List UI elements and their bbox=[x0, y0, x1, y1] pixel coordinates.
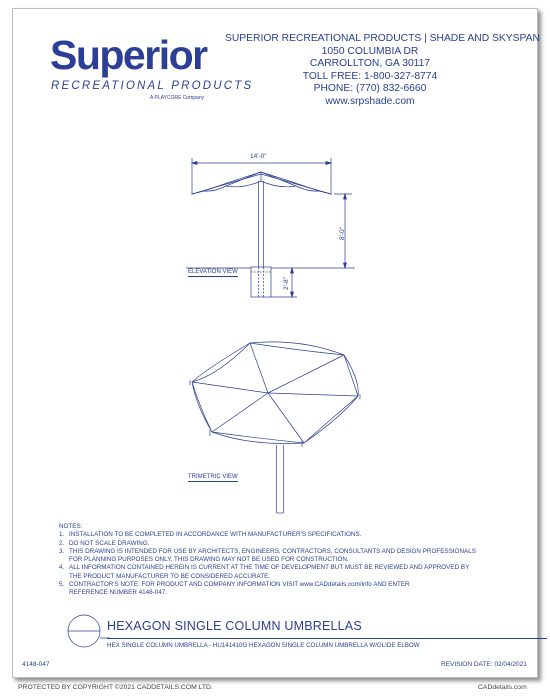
phone: PHONE: (770) 832-6660 bbox=[313, 83, 427, 95]
revision-date: REVISION DATE: 02/04/2021 bbox=[441, 661, 527, 668]
trimetric-view-label: TRIMETRIC VIEW bbox=[188, 474, 238, 480]
reference-number: 4148-047 bbox=[22, 661, 50, 668]
note-item-continuation: THE PRODUCT MANUFACTURER TO BE CONSIDERED ACCURATE. bbox=[69, 572, 271, 580]
title-block-circle bbox=[60, 614, 110, 650]
copyright-notice: PROTECTED BY COPYRIGHT ©2021 CADDETAILS.COM LTD. bbox=[18, 684, 213, 691]
drawing-subtitle: HEX SINGLE COLUMN UMBRELLA - HU141410G HEXAGON SINGLE COLUMN UMBRELLA W/GLIDE ELBOW bbox=[107, 642, 420, 649]
elevation-view-label: ELEVATION VIEW bbox=[188, 269, 238, 275]
address-line-2: CARROLLTON, GA 30117 bbox=[309, 58, 431, 70]
note-item: 4. ALL INFORMATION CONTAINED HEREIN IS CURRENT AT THE TIME OF DEVELOPMENT BUT MUST BE REVIEWED AND APPROVED BY bbox=[59, 564, 470, 572]
drawing-title: HEXAGON SINGLE COLUMN UMBRELLAS bbox=[107, 619, 362, 633]
address-line-1: 1050 COLUMBIA DR bbox=[321, 45, 419, 57]
note-item-continuation: FOR PLANNING PURPOSES ONLY. THIS DRAWING MAY NOT BE USED FOR CONSTRUCTION. bbox=[69, 556, 349, 564]
notes-block bbox=[59, 523, 476, 598]
note-item: 2. DO NOT SCALE DRAWING. bbox=[59, 539, 150, 547]
note-item: 1. INSTALLATION TO BE COMPLETED IN ACCORDANCE WITH MANUFACTURER'S SPECIFICATIONS. bbox=[59, 531, 362, 539]
caddetails-link[interactable]: CADdetails.com bbox=[478, 684, 527, 691]
base-dimension: 2'-8" bbox=[283, 277, 290, 290]
note-item-continuation: REFERENCE NUMBER 4148-047. bbox=[69, 589, 167, 597]
title-block bbox=[50, 612, 520, 648]
title-divider bbox=[107, 638, 547, 639]
trimetric-view bbox=[190, 342, 360, 513]
width-dimension: 14'-0" bbox=[250, 153, 267, 160]
note-item: 5. CONTRACTOR'S NOTE: FOR PRODUCT AND COMPANY INFORMATION VISIT www.CADdetails.com/info AND ENTER bbox=[59, 581, 410, 589]
company-name: SUPERIOR RECREATIONAL PRODUCTS | SHADE AND SKYSPAN bbox=[225, 33, 540, 44]
website-link[interactable]: www.srpshade.com bbox=[325, 95, 415, 107]
logo-brand: Superior bbox=[50, 32, 207, 78]
height-dimension: 8'-0" bbox=[339, 227, 346, 240]
logo-tagline: RECREATIONAL PRODUCTS bbox=[51, 80, 254, 92]
note-item: 3. THIS DRAWING IS INTENDED FOR USE BY ARCHITECTS, ENGINEERS, CONTRACTORS, CONSULTANTS AND DESIGN PROFESSIONALS bbox=[59, 547, 476, 555]
toll-free: TOLL FREE: 1-800-327-8774 bbox=[302, 70, 438, 82]
notes-heading: NOTES: bbox=[59, 523, 83, 530]
logo-parent: A PLAYCORE Company bbox=[150, 95, 205, 101]
